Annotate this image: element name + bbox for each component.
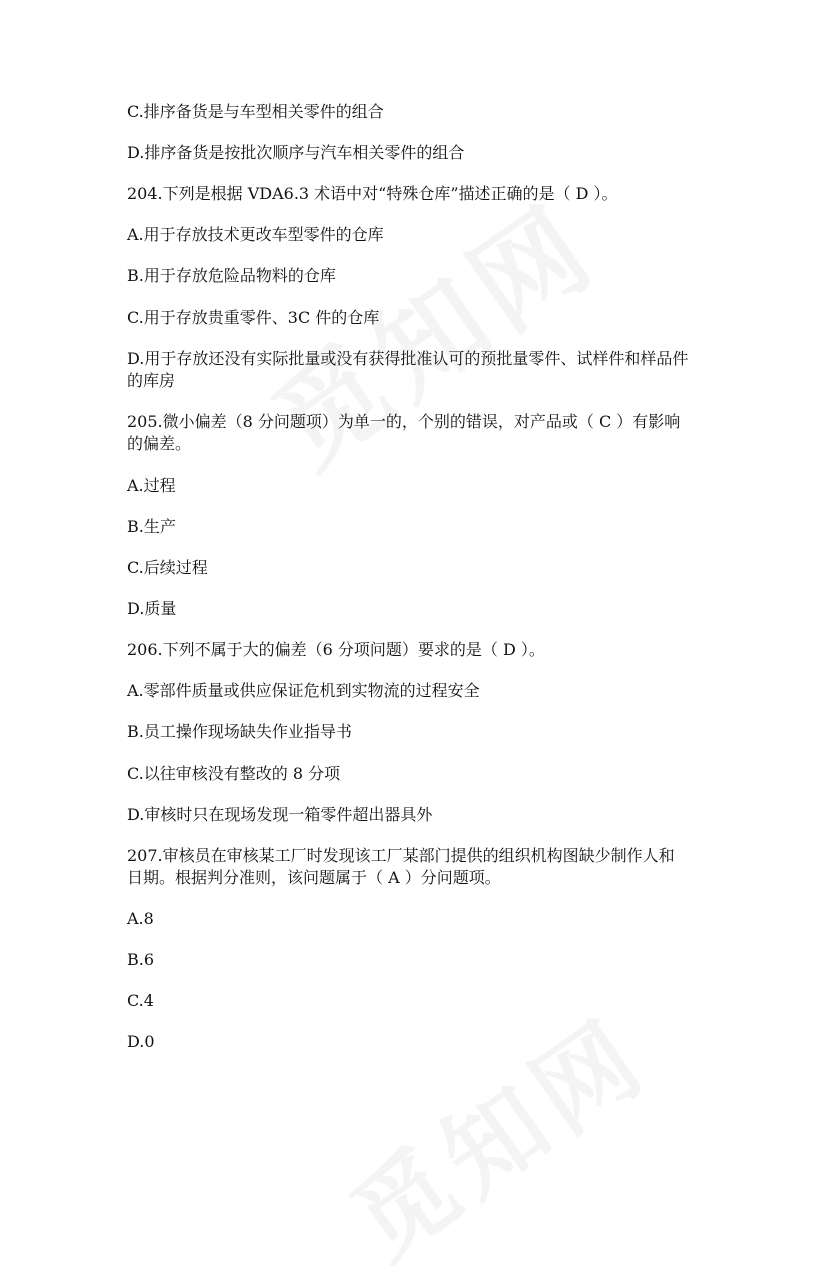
option-line: D.用于存放还没有实际批量或没有获得批准认可的预批量零件、试样件和样品件: [127, 349, 689, 368]
option-line: A.过程: [127, 476, 176, 495]
watermark-logo: [319, 978, 672, 1285]
option-line-continued: 的库房: [127, 371, 176, 390]
question-line: 207.审核员在审核某工厂时发现该工厂某部门提供的组织机构图缺少制作人和: [127, 846, 675, 865]
option-line: A.用于存放技术更改车型零件的仓库: [127, 225, 384, 244]
option-line: B.用于存放危险品物料的仓库: [127, 266, 336, 285]
question-line-continued: 日期。根据判分准则，该问题属于（ A ）分问题项。: [127, 868, 501, 887]
option-line: C.后续过程: [127, 558, 208, 577]
option-line: C.以往审核没有整改的 8 分项: [127, 764, 341, 783]
option-line: D.质量: [127, 599, 177, 618]
option-line: C.排序备货是与车型相关零件的组合: [127, 102, 384, 121]
question-line: 204.下列是根据 VDA6.3 术语中对“特殊仓库”描述正确的是（ D ）。: [127, 184, 618, 203]
option-line: D.0: [127, 1032, 155, 1051]
option-line: C.用于存放贵重零件、3C 件的仓库: [127, 308, 380, 327]
question-line: 206.下列不属于大的偏差（6 分项问题）要求的是（ D ）。: [127, 640, 545, 659]
option-line: B.员工操作现场缺失作业指导书: [127, 722, 352, 741]
option-line: A.8: [127, 909, 154, 928]
option-line: D.排序备货是按批次顺序与汽车相关零件的组合: [127, 143, 465, 162]
question-line: 205.微小偏差（8 分问题项）为单一的，个别的错误，对产品或（ C ）有影响: [127, 412, 681, 431]
option-line: A.零部件质量或供应保证危机到实物流的过程安全: [127, 681, 480, 700]
option-line: B.生产: [127, 517, 176, 536]
watermark-logo: [237, 161, 623, 497]
option-line: D.审核时只在现场发现一箱零件超出器具外: [127, 805, 433, 824]
option-line: B.6: [127, 950, 155, 969]
question-line-continued: 的偏差。: [127, 434, 192, 453]
option-line: C.4: [127, 991, 154, 1010]
